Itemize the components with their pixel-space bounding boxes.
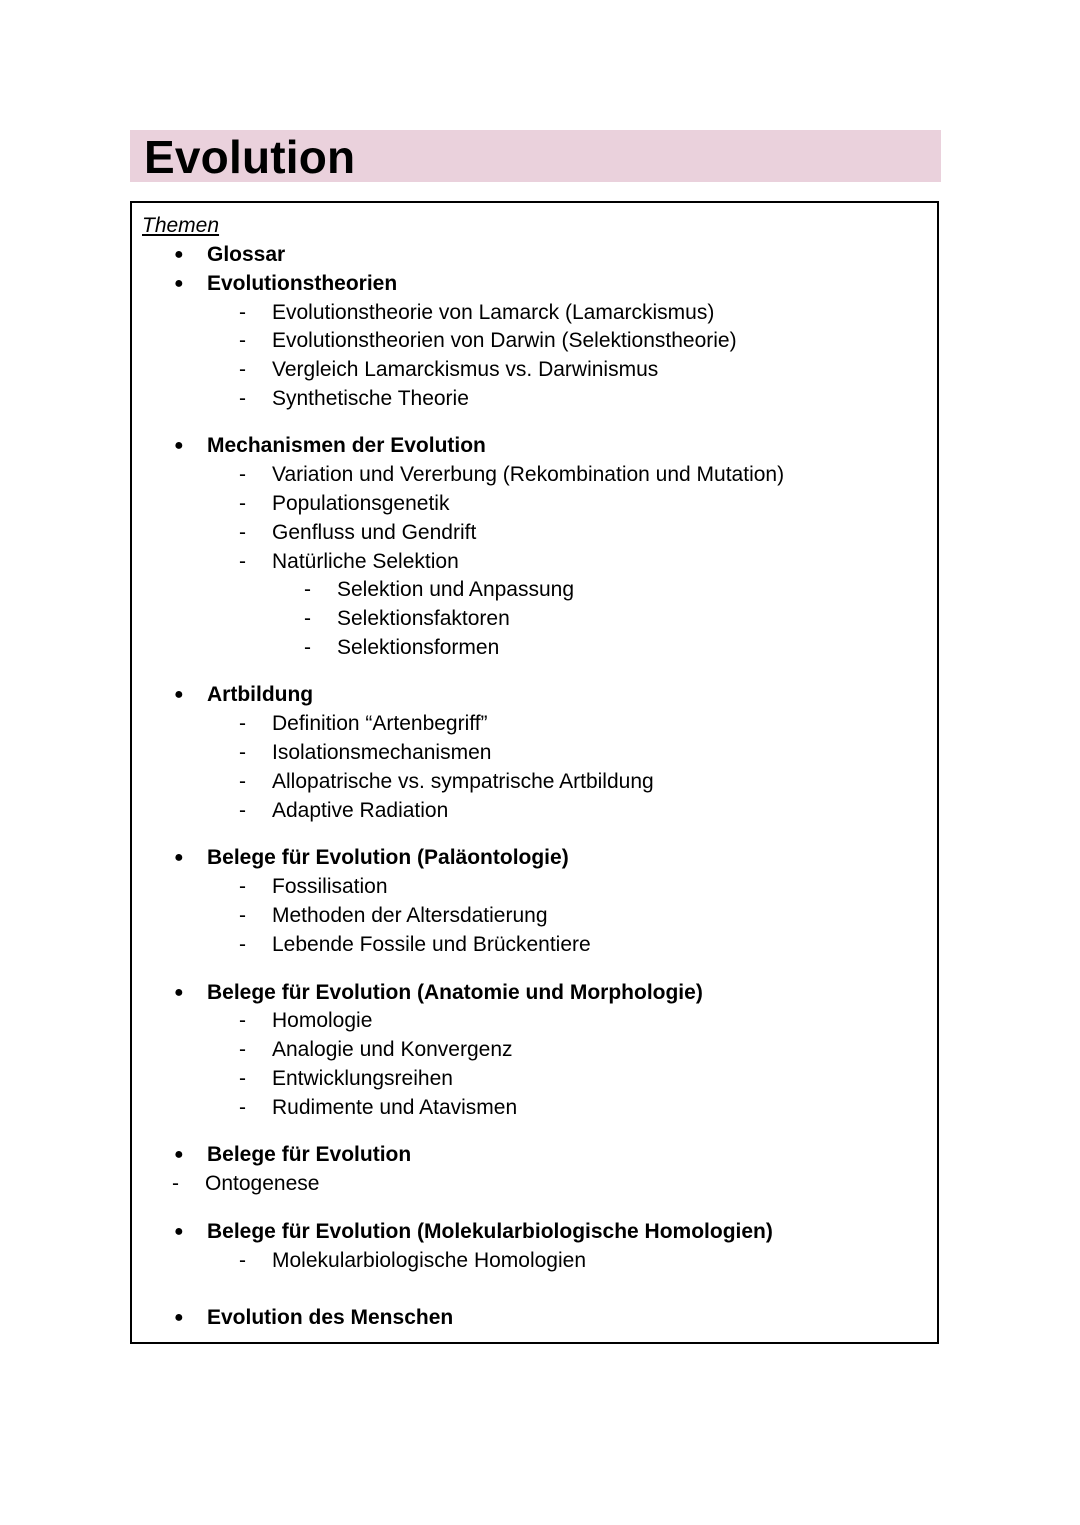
- dash-icon: -: [172, 1172, 179, 1195]
- bullet-icon: ●: [174, 1146, 184, 1163]
- bullet-icon: ●: [174, 246, 184, 263]
- topic-heading: Belege für Evolution (Paläontologie): [207, 846, 569, 869]
- dash-icon: -: [239, 1009, 246, 1032]
- list-item-text: Populationsgenetik: [272, 492, 450, 515]
- list-item-text: Genfluss und Gendrift: [272, 521, 477, 544]
- dash-icon: -: [239, 933, 246, 956]
- list-item-text: Molekularbiologische Homologien: [272, 1249, 587, 1272]
- dash-icon: -: [239, 521, 246, 544]
- dash-icon: -: [239, 463, 246, 486]
- list-item-text: Allopatrische vs. sympatrische Artbildung: [272, 770, 654, 793]
- dash-icon: -: [239, 550, 246, 573]
- topic-heading: Artbildung: [207, 683, 314, 706]
- list-item-text: Fossilisation: [272, 875, 388, 898]
- list-item-text: Selektionsfaktoren: [337, 607, 510, 630]
- dash-icon: -: [239, 770, 246, 793]
- dash-icon: -: [239, 301, 246, 324]
- dash-icon: -: [239, 1096, 246, 1119]
- bullet-icon: ●: [174, 437, 184, 454]
- list-item-text: Variation und Vererbung (Rekombination und Mutation): [272, 463, 785, 486]
- bullet-icon: ●: [174, 984, 184, 1001]
- list-item-text: Evolutionstheorien von Darwin (Selektionstheorie): [272, 329, 737, 352]
- list-item-text: Entwicklungsreihen: [272, 1067, 453, 1090]
- list-item-text: Evolutionstheorie von Lamarck (Lamarckismus): [272, 301, 715, 324]
- dash-icon: -: [239, 741, 246, 764]
- topic-heading: Belege für Evolution (Anatomie und Morphologie): [207, 981, 703, 1004]
- dash-icon: -: [239, 358, 246, 381]
- dash-icon: -: [239, 875, 246, 898]
- topic-heading: Evolutionstheorien: [207, 272, 398, 295]
- bullet-icon: ●: [174, 686, 184, 703]
- dash-icon: -: [239, 329, 246, 352]
- list-item-text: Synthetische Theorie: [272, 387, 469, 410]
- bullet-icon: ●: [174, 849, 184, 866]
- dash-icon: -: [304, 607, 311, 630]
- bullet-icon: ●: [174, 1309, 184, 1326]
- dash-icon: -: [239, 492, 246, 515]
- topic-heading: Mechanismen der Evolution: [207, 434, 486, 457]
- list-item-text: Ontogenese: [205, 1172, 320, 1195]
- topic-heading: Belege für Evolution (Molekularbiologische Homologien): [207, 1220, 773, 1243]
- topics-label: Themen: [142, 214, 220, 237]
- list-item-text: Homologie: [272, 1009, 373, 1032]
- dash-icon: -: [239, 1067, 246, 1090]
- title-banner: [130, 130, 941, 182]
- page-title: Evolution: [144, 131, 356, 183]
- list-item-text: Adaptive Radiation: [272, 799, 449, 822]
- dash-icon: -: [239, 799, 246, 822]
- topics-box: [130, 201, 939, 1344]
- list-item-text: Selektion und Anpassung: [337, 578, 575, 601]
- bullet-icon: ●: [174, 1223, 184, 1240]
- list-item-text: Vergleich Lamarckismus vs. Darwinismus: [272, 358, 659, 381]
- dash-icon: -: [239, 1249, 246, 1272]
- topic-heading: Evolution des Menschen: [207, 1306, 454, 1329]
- list-item-text: Selektionsformen: [337, 636, 500, 659]
- list-item-text: Analogie und Konvergenz: [272, 1038, 513, 1061]
- dash-icon: -: [239, 712, 246, 735]
- dash-icon: -: [239, 904, 246, 927]
- list-item-text: Lebende Fossile und Brückentiere: [272, 933, 591, 956]
- dash-icon: -: [304, 578, 311, 601]
- list-item-text: Definition “Artenbegriff”: [272, 712, 488, 735]
- dash-icon: -: [239, 387, 246, 410]
- list-item-text: Rudimente und Atavismen: [272, 1096, 518, 1119]
- dash-icon: -: [239, 1038, 246, 1061]
- list-item-text: Methoden der Altersdatierung: [272, 904, 548, 927]
- topic-heading: Belege für Evolution: [207, 1143, 412, 1166]
- topic-heading: Glossar: [207, 243, 286, 266]
- list-item-text: Natürliche Selektion: [272, 550, 459, 573]
- bullet-icon: ●: [174, 275, 184, 292]
- list-item-text: Isolationsmechanismen: [272, 741, 492, 764]
- dash-icon: -: [304, 636, 311, 659]
